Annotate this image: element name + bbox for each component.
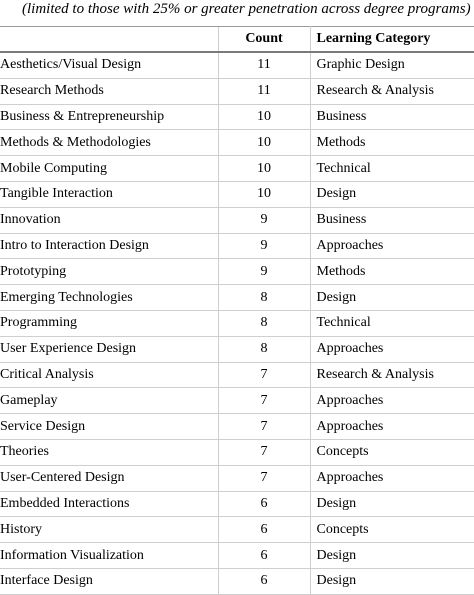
table-row	[0, 285, 474, 311]
table-body	[0, 52, 474, 594]
category-cell: Methods	[310, 259, 474, 285]
category-cell: Business	[310, 104, 474, 130]
category-cell: Technical	[310, 310, 474, 336]
category-cell: Research & Analysis	[310, 362, 474, 388]
course-topics-table	[0, 26, 474, 595]
category-cell: Approaches	[310, 388, 474, 414]
category-cell: Concepts	[310, 439, 474, 465]
category-cell: Concepts	[310, 517, 474, 543]
topic-cell: Aesthetics/Visual Design	[0, 52, 218, 78]
count-cell: 7	[218, 388, 310, 414]
category-cell: Approaches	[310, 414, 474, 440]
table-row	[0, 388, 474, 414]
category-cell: Technical	[310, 156, 474, 182]
count-cell: 9	[218, 259, 310, 285]
table-row	[0, 233, 474, 259]
table-row	[0, 568, 474, 594]
topic-cell: Interface Design	[0, 568, 218, 594]
count-cell: 10	[218, 104, 310, 130]
topic-cell: Theories	[0, 439, 218, 465]
topic-cell: Methods & Methodologies	[0, 130, 218, 156]
table-row	[0, 207, 474, 233]
topic-cell: Embedded Interactions	[0, 491, 218, 517]
table-row	[0, 439, 474, 465]
count-cell: 6	[218, 491, 310, 517]
topic-cell: Research Methods	[0, 78, 218, 104]
category-cell: Approaches	[310, 465, 474, 491]
topic-cell: Innovation	[0, 207, 218, 233]
category-cell: Design	[310, 568, 474, 594]
table-row	[0, 543, 474, 569]
table-row	[0, 310, 474, 336]
topic-cell: Emerging Technologies	[0, 285, 218, 311]
category-cell: Approaches	[310, 336, 474, 362]
category-cell: Approaches	[310, 233, 474, 259]
category-cell: Design	[310, 491, 474, 517]
table-row	[0, 362, 474, 388]
category-cell: Design	[310, 181, 474, 207]
table-row	[0, 465, 474, 491]
topic-cell: Gameplay	[0, 388, 218, 414]
table-row	[0, 259, 474, 285]
topic-cell: User-Centered Design	[0, 465, 218, 491]
header-topic	[0, 27, 218, 53]
category-cell: Research & Analysis	[310, 78, 474, 104]
topic-cell: Service Design	[0, 414, 218, 440]
count-cell: 8	[218, 310, 310, 336]
category-cell: Design	[310, 543, 474, 569]
header-learning-category: Learning Category	[310, 27, 474, 53]
table-header	[0, 27, 474, 53]
table-row	[0, 130, 474, 156]
count-cell: 7	[218, 439, 310, 465]
table-row	[0, 491, 474, 517]
header-count: Count	[218, 27, 310, 53]
table-row	[0, 156, 474, 182]
category-cell: Business	[310, 207, 474, 233]
count-cell: 10	[218, 181, 310, 207]
count-cell: 8	[218, 336, 310, 362]
count-cell: 6	[218, 517, 310, 543]
count-cell: 7	[218, 465, 310, 491]
table-row	[0, 517, 474, 543]
count-cell: 8	[218, 285, 310, 311]
count-cell: 7	[218, 362, 310, 388]
topic-cell: Critical Analysis	[0, 362, 218, 388]
table-row	[0, 414, 474, 440]
count-cell: 6	[218, 543, 310, 569]
category-cell: Methods	[310, 130, 474, 156]
topic-cell: Information Visualization	[0, 543, 218, 569]
topic-cell: User Experience Design	[0, 336, 218, 362]
count-cell: 10	[218, 156, 310, 182]
topic-cell: History	[0, 517, 218, 543]
category-cell: Design	[310, 285, 474, 311]
count-cell: 6	[218, 568, 310, 594]
table-caption-text: (limited to those with 25% or greater penetration across degree programs)	[22, 1, 471, 17]
table-row	[0, 78, 474, 104]
table-row	[0, 181, 474, 207]
table-caption	[0, 0, 474, 22]
topic-cell: Prototyping	[0, 259, 218, 285]
table-row	[0, 52, 474, 78]
topic-cell: Business & Entrepreneurship	[0, 104, 218, 130]
topic-cell: Programming	[0, 310, 218, 336]
count-cell: 10	[218, 130, 310, 156]
table-row	[0, 336, 474, 362]
category-cell: Graphic Design	[310, 52, 474, 78]
header-row	[0, 27, 474, 53]
count-cell: 11	[218, 52, 310, 78]
count-cell: 7	[218, 414, 310, 440]
count-cell: 11	[218, 78, 310, 104]
topic-cell: Mobile Computing	[0, 156, 218, 182]
topic-cell: Tangible Interaction	[0, 181, 218, 207]
count-cell: 9	[218, 233, 310, 259]
table-row	[0, 104, 474, 130]
topic-cell: Intro to Interaction Design	[0, 233, 218, 259]
count-cell: 9	[218, 207, 310, 233]
